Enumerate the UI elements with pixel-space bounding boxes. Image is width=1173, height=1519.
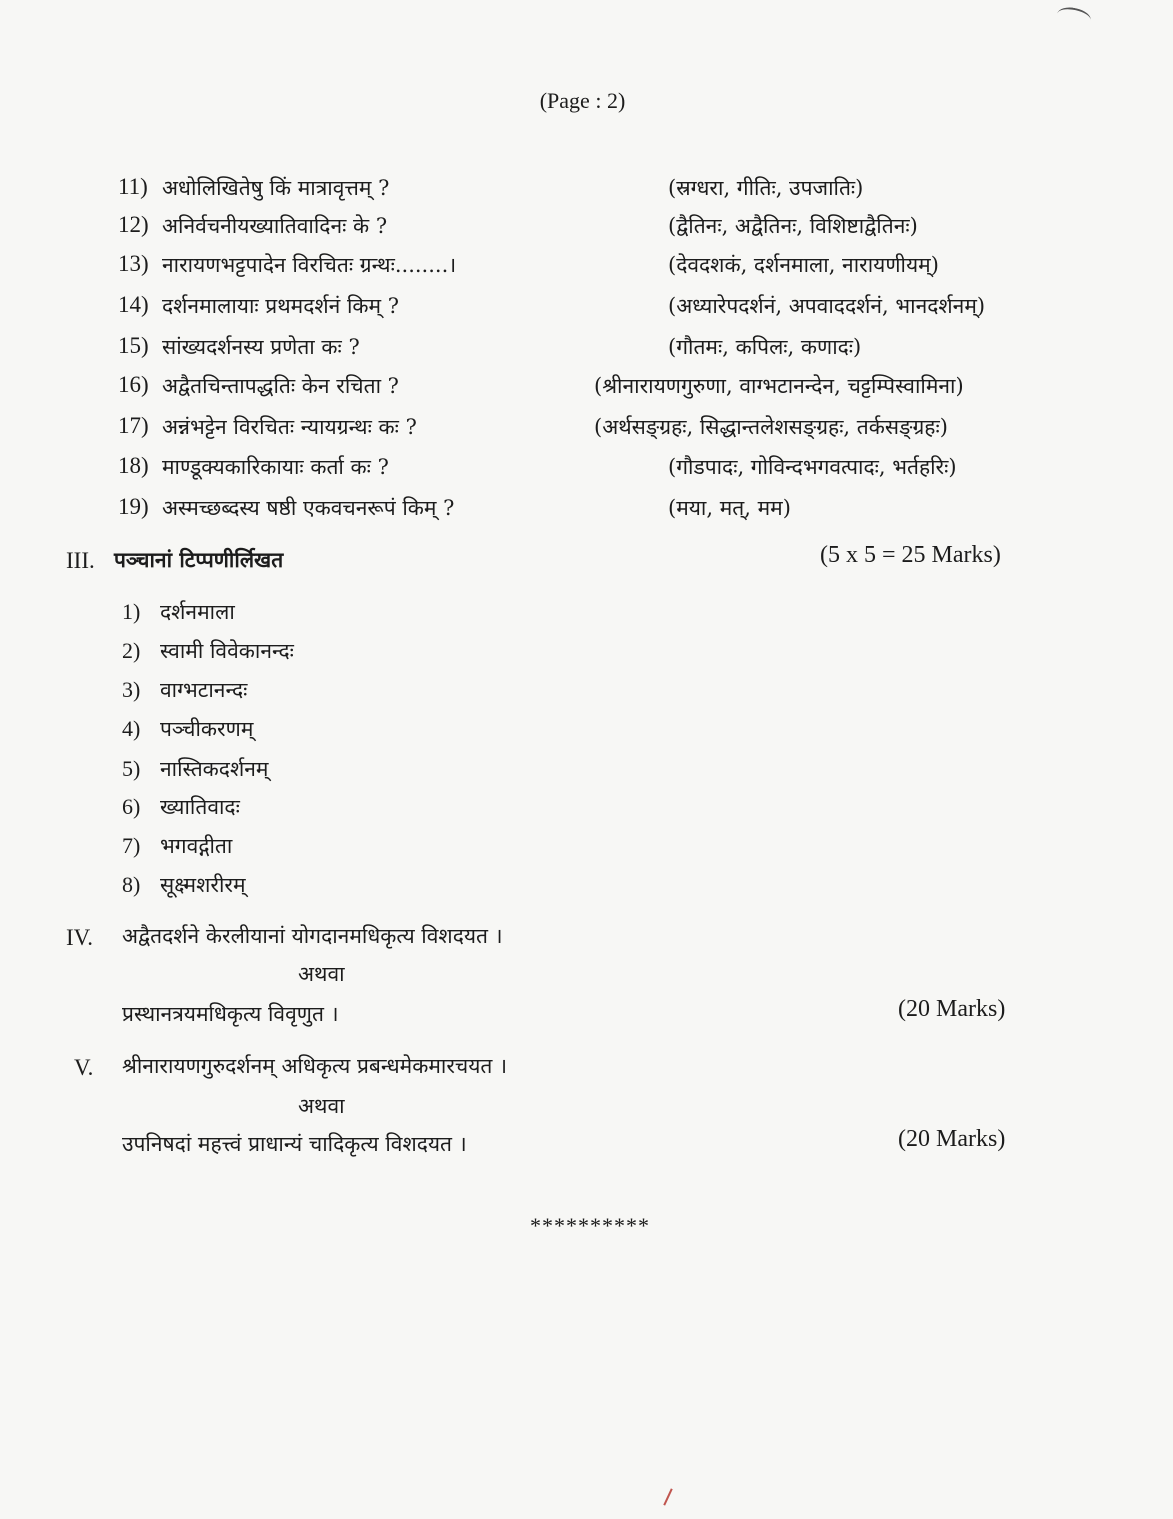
- section-3-marks: (5 x 5 = 25 Marks): [820, 542, 1001, 568]
- list-item-number: 6): [122, 794, 141, 819]
- list-item: [122, 755, 268, 783]
- list-item-text: नास्तिकदर्शनम्: [160, 757, 269, 781]
- question-text: दर्शनमालायाः प्रथमदर्शनं किम् ?: [162, 294, 400, 318]
- section-3-heading: पञ्चानां टिप्पणीर्लिखत: [114, 547, 284, 572]
- question-number: 16): [118, 372, 149, 397]
- question-text: अस्मच्छब्दस्य षष्ठी एकवचनरूपं किम् ?: [162, 496, 455, 520]
- section-5-alternative: उपनिषदां महत्त्वं प्राधान्यं चादिकृत्य विशदयत ।: [122, 1132, 467, 1156]
- list-item-number: 8): [122, 872, 141, 897]
- list-item: [122, 598, 235, 626]
- list-item-text: सूक्ष्मशरीरम्: [160, 873, 246, 897]
- question-options: (गौडपादः, गोविन्दभगवत्पादः, भर्तहरिः): [668, 455, 957, 479]
- page-number: (Page : 2): [539, 88, 626, 113]
- list-item-text: पञ्चीकरणम्: [160, 717, 254, 741]
- end-marker: **********: [530, 1213, 650, 1238]
- question-row: [118, 372, 1078, 406]
- section-5-marks: (20 Marks): [898, 1126, 1006, 1152]
- question-options: (श्रीनारायणगुरुणा, वाग्भटानन्देन, चट्टम्पिस्वामिना): [594, 374, 964, 398]
- question-text: अनिर्वचनीयख्यातिवादिनः के ?: [162, 214, 388, 238]
- question-number: 14): [118, 292, 149, 317]
- question-text: सांख्यदर्शनस्य प्रणेता कः ?: [162, 335, 360, 359]
- question-row: [118, 292, 1078, 326]
- section-3-numeral: III.: [66, 548, 95, 573]
- question-number: 19): [118, 494, 149, 519]
- list-item: [122, 832, 232, 860]
- question-options: (देवदशकं, दर्शनमाला, नारायणीयम्): [668, 253, 939, 277]
- section-4-or: अथवा: [298, 962, 345, 986]
- list-item-text: स्वामी विवेकानन्दः: [160, 639, 294, 663]
- list-item: [122, 676, 247, 704]
- list-item-number: 4): [122, 716, 141, 741]
- question-row: [118, 494, 1078, 528]
- pen-mark: [1056, 5, 1093, 30]
- question-text: अधोलिखितेषु किं मात्रावृत्तम् ?: [162, 176, 390, 200]
- section-5-question: श्रीनारायणगुरुदर्शनम् अधिकृत्य प्रबन्धमेकमारचयत ।: [122, 1054, 508, 1078]
- question-text: अद्वैतचिन्तापद्धतिः केन रचिता ?: [162, 374, 399, 398]
- list-item-number: 2): [122, 638, 141, 663]
- question-options: (अर्थसङ्ग्रहः, सिद्धान्तलेशसङ्ग्रहः, तर्कसङ्ग्रहः): [594, 415, 948, 439]
- section-4-numeral: IV.: [66, 925, 94, 950]
- question-row: [118, 413, 1078, 447]
- list-item-text: भगवद्गीता: [160, 834, 233, 858]
- list-item-text: वाग्भटानन्दः: [160, 678, 248, 702]
- question-text: नारायणभट्टपादेन विरचितः ग्रन्थः........।: [162, 253, 457, 277]
- list-item: [122, 715, 253, 743]
- list-item-text: ख्यातिवादः: [160, 795, 240, 819]
- ink-speck: [663, 1488, 672, 1505]
- question-number: 11): [118, 174, 148, 199]
- question-text: माण्डूक्यकारिकायाः कर्ता कः ?: [162, 455, 389, 479]
- question-row: [118, 251, 1078, 285]
- section-4-question: अद्वैतदर्शने केरलीयानां योगदानमधिकृत्य विशदयत ।: [122, 924, 503, 948]
- question-options: (अध्यारेपदर्शनं, अपवाददर्शनं, भानदर्शनम्): [668, 294, 986, 318]
- question-options: (गौतमः, कपिलः, कणादः): [668, 335, 862, 359]
- question-number: 17): [118, 413, 149, 438]
- list-item: [122, 871, 246, 899]
- section-5-numeral: V.: [74, 1055, 94, 1080]
- question-row: [118, 174, 1078, 208]
- list-item-number: 5): [122, 756, 141, 781]
- question-row: [118, 212, 1078, 246]
- list-item-number: 3): [122, 677, 141, 702]
- question-row: [118, 453, 1078, 487]
- question-options: (स्रग्धरा, गीतिः, उपजातिः): [668, 176, 864, 200]
- list-item-number: 1): [122, 599, 141, 624]
- section-4-marks: (20 Marks): [898, 996, 1006, 1022]
- question-number: 18): [118, 453, 149, 478]
- question-number: 13): [118, 251, 149, 276]
- question-text: अन्नंभट्टेन विरचितः न्यायग्रन्थः कः ?: [162, 415, 417, 439]
- list-item-number: 7): [122, 833, 141, 858]
- question-options: (द्वैतिनः, अद्वैतिनः, विशिष्टाद्वैतिनः): [668, 214, 918, 238]
- question-options: (मया, मत्, मम): [668, 496, 791, 520]
- question-number: 15): [118, 333, 149, 358]
- list-item-text: दर्शनमाला: [160, 600, 235, 624]
- list-item: [122, 637, 294, 665]
- question-row: [118, 333, 1078, 367]
- section-4-alternative: प्रस्थानत्रयमधिकृत्य विवृणुत ।: [122, 1002, 339, 1026]
- section-5-or: अथवा: [298, 1094, 345, 1118]
- list-item: [122, 793, 240, 821]
- question-number: 12): [118, 212, 149, 237]
